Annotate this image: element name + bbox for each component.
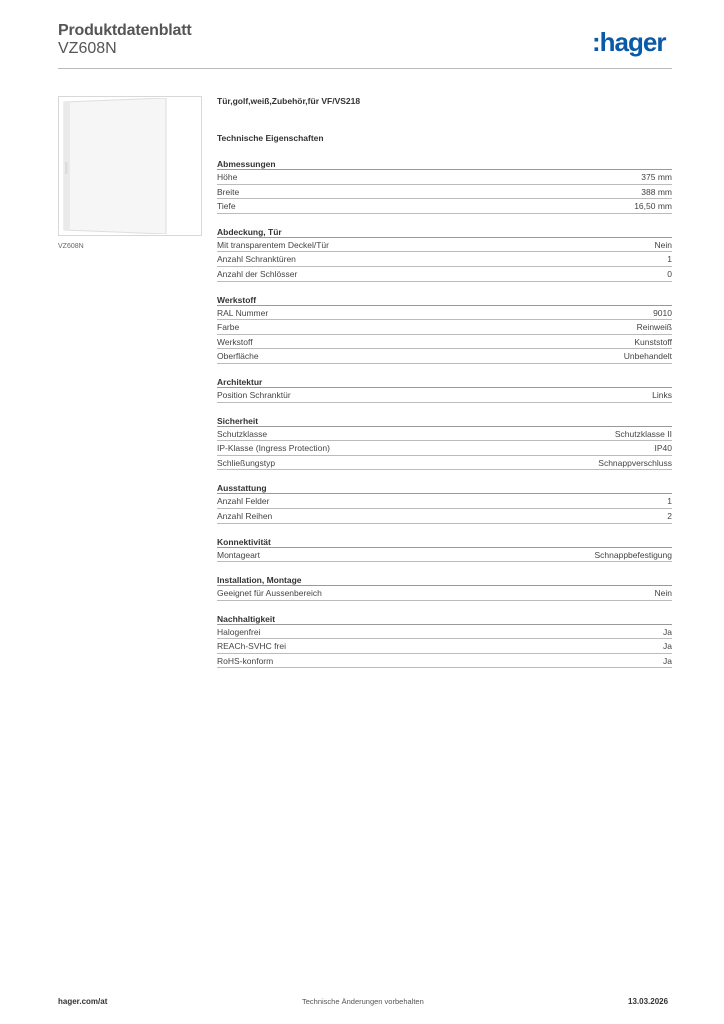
footer-date: 13.03.2026 (628, 997, 669, 1006)
section-title: Installation, Montage (217, 574, 672, 586)
section-title: Abdeckung, Tür (217, 226, 672, 238)
property-section (217, 613, 672, 669)
property-row (217, 586, 672, 601)
property-label: Geeignet für Aussenbereich (217, 588, 322, 599)
property-row (217, 427, 672, 442)
section-title: Abmessungen (217, 158, 672, 170)
section-title: Ausstattung (217, 482, 672, 494)
property-label: Höhe (217, 172, 238, 182)
property-row (217, 267, 672, 282)
property-label: REACh-SVHC frei (217, 641, 286, 652)
property-value: Unbehandelt (623, 351, 672, 362)
hager-logo: :hager (592, 27, 666, 57)
property-row (217, 639, 672, 654)
property-label: Mit transparentem Deckel/Tür (217, 239, 329, 250)
document-title: Produktdatenblatt (58, 22, 192, 39)
property-value: Schnappbefestigung (594, 549, 672, 560)
property-value: 0 (667, 268, 672, 279)
property-sections (217, 158, 672, 668)
property-row (217, 441, 672, 456)
property-value: 9010 (653, 307, 672, 318)
property-label: Montageart (217, 549, 260, 560)
section-title: Sicherheit (217, 415, 672, 427)
image-caption: VZ608N (58, 243, 84, 250)
section-title: Nachhaltigkeit (217, 613, 672, 625)
property-label: Anzahl Reihen (217, 510, 273, 521)
property-row (217, 654, 672, 669)
property-row (217, 185, 672, 200)
footer-website: hager.com/at (58, 997, 108, 1006)
property-label: Schutzklasse (217, 428, 268, 439)
property-label: Oberfläche (217, 351, 259, 362)
property-value: 388 mm (641, 186, 672, 197)
property-row (217, 252, 672, 267)
property-value: Reinweiß (636, 322, 672, 333)
property-section (217, 536, 672, 563)
section-title: Konnektivität (217, 536, 672, 548)
property-label: Anzahl Schranktüren (217, 254, 296, 265)
property-label: IP-Klasse (Ingress Protection) (217, 443, 330, 454)
datasheet-content (217, 94, 672, 668)
property-value: IP40 (654, 443, 672, 454)
property-section (217, 294, 672, 364)
product-description: Tür,golf,weiß,Zubehör,für VF/VS218 (217, 96, 361, 106)
technical-properties-heading: Technische Eigenschaften (217, 133, 324, 143)
property-value: 1 (667, 254, 672, 265)
property-value: Ja (663, 641, 672, 652)
property-label: Tiefe (217, 201, 236, 212)
property-row (217, 509, 672, 524)
property-value: Schnappverschluss (598, 457, 672, 468)
property-value: Nein (654, 239, 672, 250)
property-value: Schutzklasse II (614, 428, 672, 439)
section-title: Architektur (217, 376, 672, 388)
property-section (217, 226, 672, 282)
footer-notice: Technische Änderungen vorbehalten (302, 997, 424, 1006)
property-section (217, 482, 672, 523)
door-product-image (62, 98, 168, 234)
property-row (217, 306, 672, 321)
property-row (217, 548, 672, 563)
property-label: Anzahl der Schlösser (217, 268, 298, 279)
property-row (217, 170, 672, 185)
property-value: 375 mm (641, 172, 672, 182)
property-row (217, 335, 672, 350)
property-value: Links (652, 389, 672, 400)
property-label: Farbe (217, 322, 240, 333)
property-value: Ja (663, 626, 672, 637)
section-title: Werkstoff (217, 294, 672, 306)
property-value: Ja (663, 655, 672, 666)
property-section (217, 158, 672, 214)
header-divider (58, 68, 672, 69)
property-label: Position Schranktür (217, 389, 291, 400)
property-row (217, 349, 672, 364)
property-row (217, 238, 672, 253)
property-label: Breite (217, 186, 240, 197)
property-row (217, 456, 672, 471)
property-section (217, 415, 672, 471)
property-label: Halogenfrei (217, 626, 261, 637)
property-row (217, 388, 672, 403)
property-section (217, 376, 672, 403)
product-code: VZ608N (58, 40, 117, 57)
property-value: 2 (667, 510, 672, 521)
property-value: Nein (654, 588, 672, 599)
property-row (217, 320, 672, 335)
property-row (217, 494, 672, 509)
property-label: Schließungstyp (217, 457, 276, 468)
property-value: 1 (667, 496, 672, 507)
property-value: 16,50 mm (634, 201, 672, 212)
property-section (217, 574, 672, 601)
property-value: Kunststoff (634, 336, 672, 347)
property-label: Werkstoff (217, 336, 253, 347)
property-row (217, 625, 672, 640)
property-label: Anzahl Felder (217, 496, 270, 507)
property-label: RoHS-konform (217, 655, 274, 666)
property-label: RAL Nummer (217, 307, 269, 318)
property-row (217, 199, 672, 214)
